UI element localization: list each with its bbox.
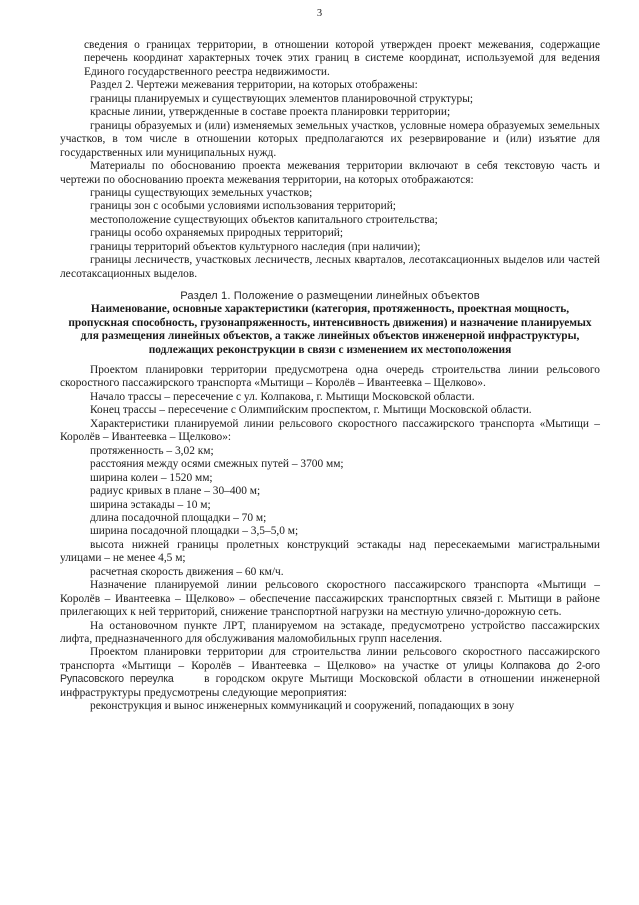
list-item: ширина посадочной площадки – 3,5–5,0 м;	[90, 525, 299, 538]
paragraph: Конец трассы – пересечение с Олимпийским проспектом, г. Мытищи Московской области.	[90, 404, 532, 417]
handwritten-insert-1: от улицы	[446, 659, 494, 672]
list-item: расчетная скорость движения – 60 км/ч.	[90, 565, 284, 578]
section-heading: Наименование, основные характеристики (категория, протяженность, проектная мощность, пропускная способность, грузонапряженность, интенсивность движения) и назначение планируемых для размещения линейных объектов, а также линейных объектов инженерной инфраструктуры, подлежащих реконструкции в связи с изменением их местоположения	[68, 303, 592, 356]
paragraph: границы территорий объектов культурного наследия (при наличии);	[90, 240, 421, 253]
paragraph: границы образуемых и (или) изменяемых земельных участков, условные номера образуемых земельных участков, в том числе в отношении которых предполагаются их резервирование и (или) изъятие для государственных или муниципальных нужд.	[60, 119, 600, 159]
list-item: ширина эстакады – 10 м;	[90, 498, 211, 511]
paragraph: Проектом планировки территории предусмотрена одна очередь строительства линии рельсового скоростного пассажирского транспорта «Мытищи – Королёв – Ивантеевка – Щелково».	[60, 363, 600, 390]
list-item: длина посадочной площадки – 70 м;	[90, 511, 267, 524]
document-body	[60, 39, 600, 714]
paragraph: красные линии, утвержденные в составе проекта планировки территории;	[90, 106, 451, 119]
paragraph: На остановочном пункте ЛРТ, планируемом на эстакаде, предусмотрено устройство пассажирских лифта, предназначенного для обслуживания маломобильных групп населения.	[60, 619, 600, 646]
final-paragraph	[60, 646, 600, 700]
paragraph: границы существующих земельных участков;	[90, 186, 313, 199]
list-item: расстояния между осями смежных путей – 3700 мм;	[90, 458, 344, 471]
paragraph: Назначение планируемой линии рельсового скоростного пассажирского транспорта «Мытищи – Королёв – Ивантеевка – Щелково» – обеспечение пассажирских транспортных связей г. Мытищи в районе прилегающих к ней территорий, снижение транспортной нагрузки на местную улично-дорожную сеть.	[60, 579, 600, 619]
page-number: 3	[316, 8, 323, 19]
paragraph: границы особо охраняемых природных территорий;	[90, 227, 344, 240]
paragraph: Раздел 2. Чертежи межевания территории, на которых отображены:	[90, 79, 418, 92]
paragraph: границы планируемых и существующих элементов планировочной структуры;	[90, 92, 474, 105]
list-item: протяженность – 3,02 км;	[90, 444, 214, 457]
paragraph: Характеристики планируемой линии рельсового скоростного пассажирского транспорта «Мытищи – Королёв – Ивантеевка – Щелково»:	[60, 417, 600, 444]
paragraph: Материалы по обоснованию проекта межевания территории включают в себя текстовую часть и чертежи по обоснованию проекта межевания территории, на которых отображаются:	[60, 160, 600, 186]
final-paragraph-text-2: в городском округе Мытищи Московской области в отношении инженерной инфраструктуры предусмотрены следующие мероприятия:	[60, 673, 600, 699]
list-item: высота нижней границы пролетных конструкций эстакады над пересекаемыми магистральными улицами – не менее 4,5 м;	[60, 538, 600, 565]
list-item: ширина колеи – 1520 мм;	[90, 471, 213, 484]
paragraph: Начало трассы – пересечение с ул. Колпакова, г. Мытищи Московской области.	[90, 390, 475, 403]
paragraph: реконструкция и вынос инженерных коммуникаций и сооружений, попадающих в зону	[90, 700, 515, 713]
section-title: Раздел 1. Положение о размещении линейных объектов	[180, 290, 480, 303]
paragraph: местоположение существующих объектов капитального строительства;	[90, 213, 438, 226]
handwritten-insert-2: Колпакова до 2-ого Рупасовского переулка	[60, 659, 600, 686]
paragraph: сведения о границах территории, в отношении которой утвержден проект межевания, содержащие перечень координат характерных точек этих границ в системе координат, используемой для ведения Единого государственного реестра недвижимости.	[84, 39, 600, 78]
paragraph: границы зон с особыми условиями использования территорий;	[90, 200, 396, 213]
list-item: радиус кривых в плане – 30–400 м;	[90, 485, 261, 498]
paragraph: границы лесничеств, участковых лесничеств, лесных кварталов, лесотаксационных выделов или частей лесотаксационных выделов.	[60, 254, 600, 280]
final-paragraph-text-1: Проектом планировки территории для строительства линии рельсового скоростного пассажирского транспорта «Мытищи – Королёв – Ивантеевка – Щелково» на участке	[60, 646, 600, 672]
